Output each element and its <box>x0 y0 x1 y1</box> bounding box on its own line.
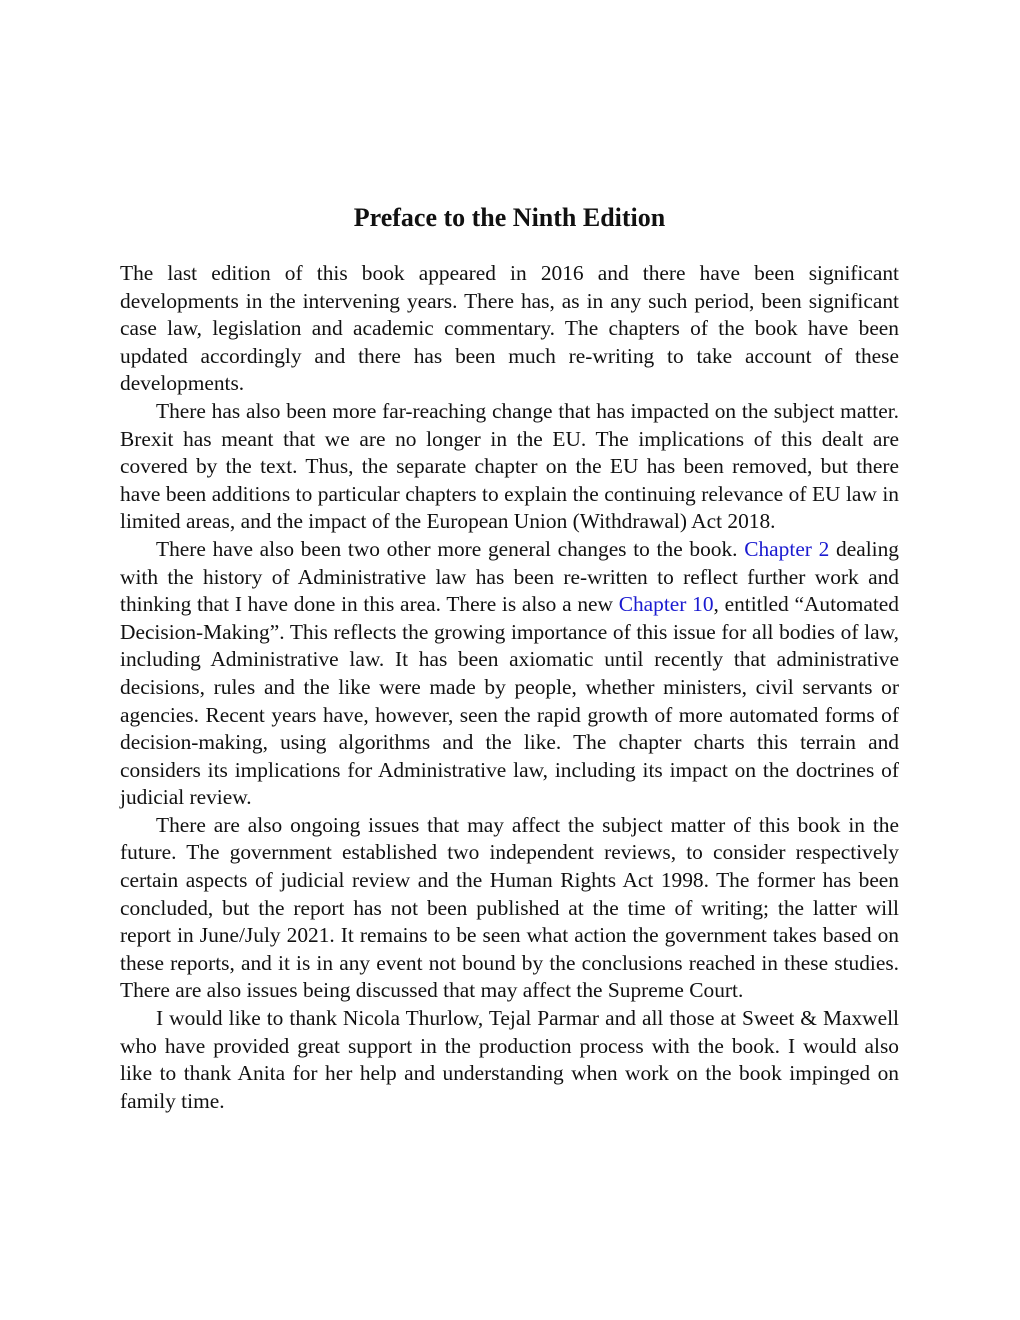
paragraph-3-text-c: , entitled “Automated Decision-Making”. This reflects the growing importance of this issue for all bodies of law, including Administrative law. It has been axiomatic until recently that administrative decisions, rules and the like were made by people, whether ministers, civil servants or agencies. Recent years have, however, seen the rapid growth of more automated forms of decision-making, using algorithms and the like. The chapter charts this terrain and considers its implications for Administrative law, including its impact on the doctrines of judicial review. <box>120 592 899 810</box>
chapter-2-link[interactable]: Chapter 2 <box>744 536 830 561</box>
document-page <box>120 200 899 1115</box>
paragraph-2: There has also been more far-reaching change that has impacted on the subject matter. Brexit has meant that we are no longer in the EU. The implications of this dealt are covered by the text. Thus, the separate chapter on the EU has been removed, but there have been additions to particular chapters to explain the continuing relevance of EU law in limited areas, and the impact of the European Union (Withdrawal) Act 2018. <box>120 398 899 534</box>
paragraph-3-text-a: There have also been two other more general changes to the book. <box>156 536 745 561</box>
chapter-10-link[interactable]: Chapter 10 <box>618 592 714 617</box>
paragraph-1: The last edition of this book appeared in 2016 and there have been significant developments in the intervening years. There has, as in any such period, been significant case law, legislation and academic commentary. The chapters of the book have been updated accordingly and there has been much re-writing to take account of these developments. <box>120 261 899 396</box>
paragraph-5: I would like to thank Nicola Thurlow, Tejal Parmar and all those at Sweet & Maxwell who have provided great support in the production process with the book. I would also like to thank Anita for her help and understanding when work on the book impinged on family time. <box>120 1006 899 1113</box>
paragraph-3 <box>120 536 899 812</box>
paragraph-3-text-b: dealing with the history of Administrative law has been re-written to reflect further work and thinking that I have done in this area. There is also a new <box>120 536 899 617</box>
paragraph-4: There are also ongoing issues that may affect the subject matter of this book in the future. The government established two independent reviews, to consider respectively certain aspects of judicial review and the Human Rights Act 1998. The former has been concluded, but the report has not been published at the time of writing; the latter will report in June/July 2021. It remains to be seen what action the government takes based on these reports, and it is in any event not bound by the conclusions reached in these studies. There are also issues being discussed that may affect the Supreme Court. <box>120 812 899 1003</box>
page-title: Preface to the Ninth Edition <box>353 203 666 232</box>
